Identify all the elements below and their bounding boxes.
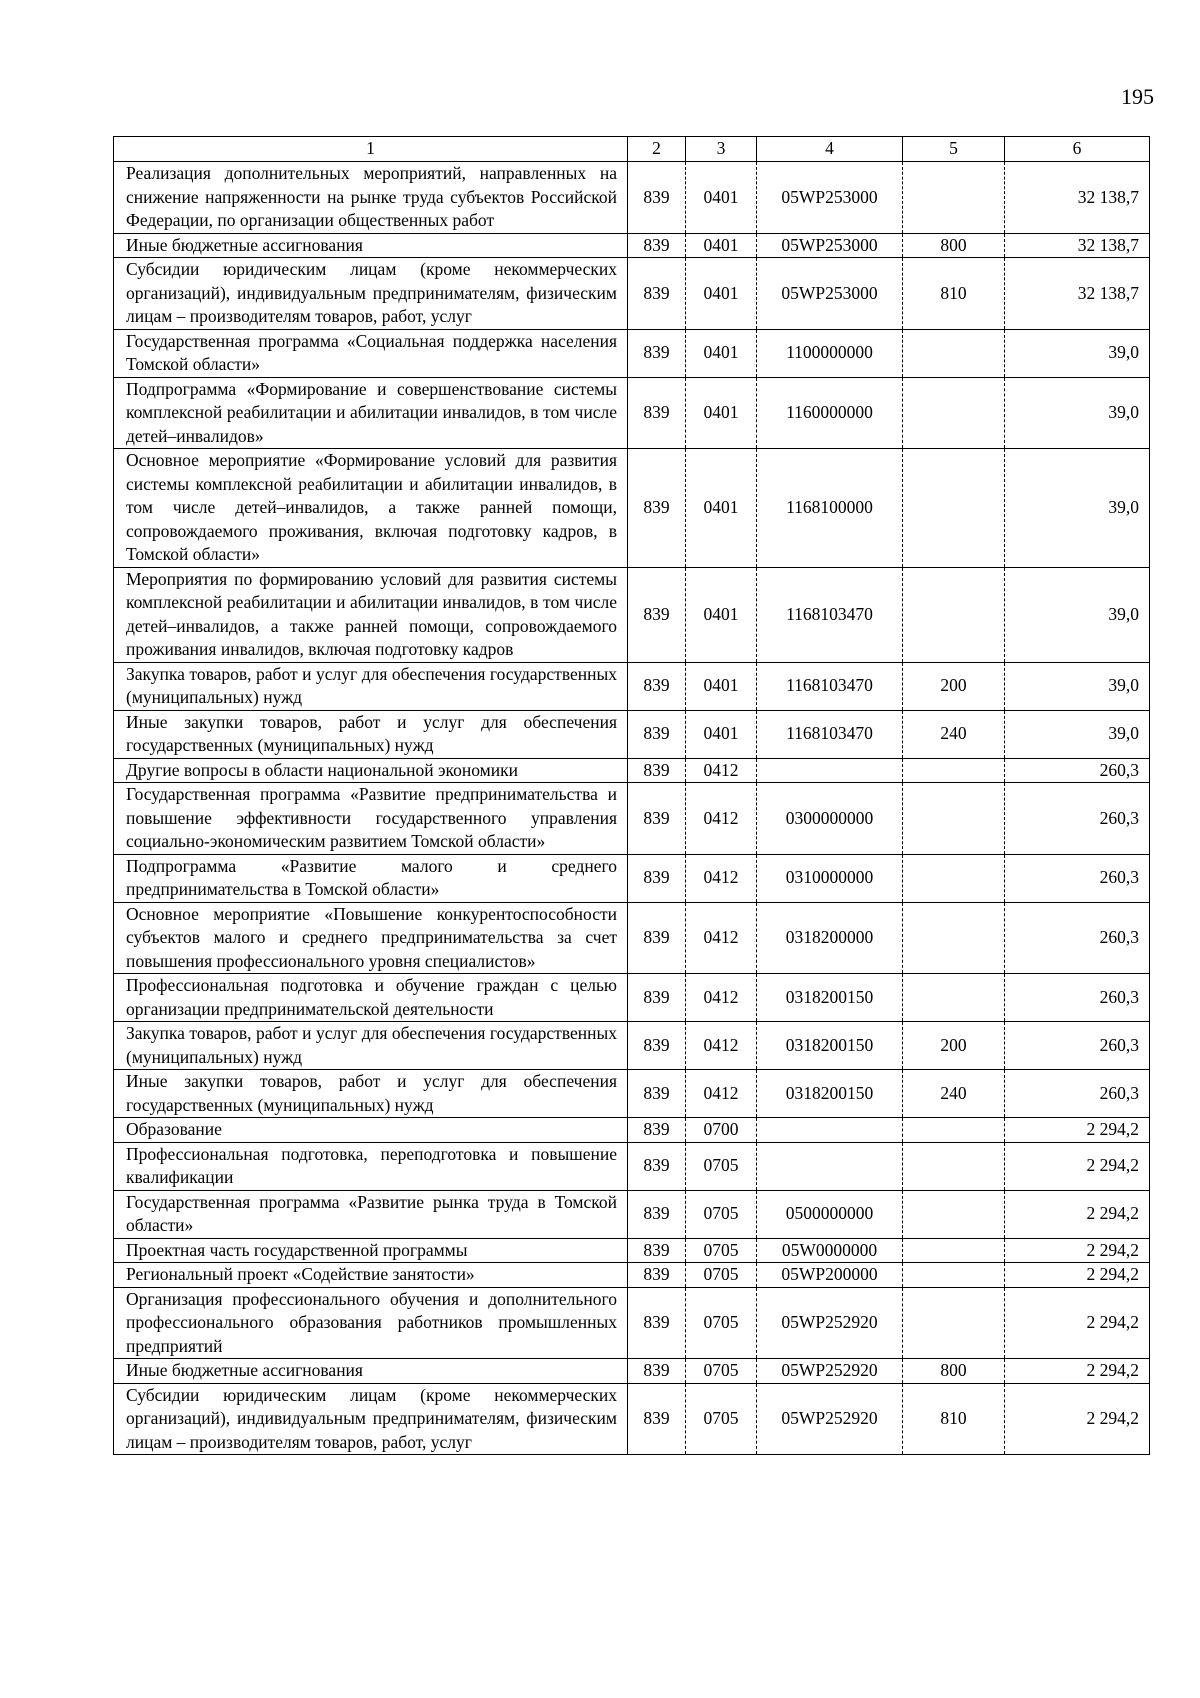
target-article-code: 05WP253000 — [757, 162, 903, 234]
row-description: Подпрограмма «Формирование и совершенствование системы комплексной реабилитации и абилитации инвалидов, в том числе детей–инвалидов» — [114, 377, 628, 449]
expense-type-code — [903, 1287, 1005, 1359]
table-row — [114, 758, 1150, 783]
target-article-code: 1160000000 — [757, 377, 903, 449]
target-article-code — [757, 758, 903, 783]
ministry-code: 839 — [628, 1263, 686, 1288]
section-code: 0401 — [686, 567, 757, 662]
ministry-code: 839 — [628, 377, 686, 449]
expense-type-code: 200 — [903, 662, 1005, 710]
table-row — [114, 1383, 1150, 1455]
expense-type-code — [903, 974, 1005, 1022]
section-code: 0412 — [686, 783, 757, 855]
row-description: Другие вопросы в области национальной экономики — [114, 758, 628, 783]
expense-type-code — [903, 1263, 1005, 1288]
target-article-code: 0500000000 — [757, 1190, 903, 1238]
amount: 39,0 — [1005, 567, 1150, 662]
row-description: Иные бюджетные ассигнования — [114, 233, 628, 258]
table-row — [114, 258, 1150, 330]
ministry-code: 839 — [628, 1022, 686, 1070]
amount: 260,3 — [1005, 1022, 1150, 1070]
amount: 2 294,2 — [1005, 1287, 1150, 1359]
expense-type-code — [903, 1142, 1005, 1190]
expense-type-code — [903, 902, 1005, 974]
ministry-code: 839 — [628, 902, 686, 974]
budget-table — [113, 136, 1150, 1455]
section-code: 0401 — [686, 233, 757, 258]
column-header: 5 — [903, 137, 1005, 162]
table-row — [114, 710, 1150, 758]
section-code: 0705 — [686, 1142, 757, 1190]
amount: 2 294,2 — [1005, 1190, 1150, 1238]
ministry-code: 839 — [628, 854, 686, 902]
target-article-code: 05WP252920 — [757, 1287, 903, 1359]
row-description: Иные закупки товаров, работ и услуг для обеспечения государственных (муниципальных) нужд — [114, 710, 628, 758]
section-code: 0401 — [686, 329, 757, 377]
amount: 2 294,2 — [1005, 1142, 1150, 1190]
section-code: 0412 — [686, 1070, 757, 1118]
table-row — [114, 662, 1150, 710]
ministry-code: 839 — [628, 710, 686, 758]
row-description: Проектная часть государственной программы — [114, 1238, 628, 1263]
table-row — [114, 783, 1150, 855]
expense-type-code — [903, 377, 1005, 449]
section-code: 0401 — [686, 449, 757, 568]
page-number: 195 — [1121, 84, 1154, 109]
table-row — [114, 377, 1150, 449]
amount: 2 294,2 — [1005, 1118, 1150, 1143]
column-header: 2 — [628, 137, 686, 162]
row-description: Закупка товаров, работ и услуг для обеспечения государственных (муниципальных) нужд — [114, 662, 628, 710]
expense-type-code: 800 — [903, 233, 1005, 258]
ministry-code: 839 — [628, 1190, 686, 1238]
row-description: Закупка товаров, работ и услуг для обеспечения государственных (муниципальных) нужд — [114, 1022, 628, 1070]
expense-type-code — [903, 1190, 1005, 1238]
section-code: 0705 — [686, 1359, 757, 1384]
ministry-code: 839 — [628, 1070, 686, 1118]
ministry-code: 839 — [628, 1118, 686, 1143]
section-code: 0401 — [686, 710, 757, 758]
table-row — [114, 449, 1150, 568]
table-row — [114, 1359, 1150, 1384]
section-code: 0412 — [686, 902, 757, 974]
ministry-code: 839 — [628, 662, 686, 710]
table-row — [114, 1118, 1150, 1143]
section-code: 0705 — [686, 1383, 757, 1455]
row-description: Реализация дополнительных мероприятий, направленных на снижение напряженности на рынке труда субъектов Российской Федерации, по организации общественных работ — [114, 162, 628, 234]
table-row — [114, 1142, 1150, 1190]
ministry-code: 839 — [628, 1238, 686, 1263]
ministry-code: 839 — [628, 449, 686, 568]
target-article-code: 0318200150 — [757, 1022, 903, 1070]
target-article-code: 0300000000 — [757, 783, 903, 855]
table-row — [114, 1238, 1150, 1263]
target-article-code: 1168100000 — [757, 449, 903, 568]
section-code: 0401 — [686, 258, 757, 330]
row-description: Государственная программа «Развитие предпринимательства и повышение эффективности государственного управления социально-экономическим развитием Томской области» — [114, 783, 628, 855]
row-description: Профессиональная подготовка и обучение граждан с целью организации предпринимательской деятельности — [114, 974, 628, 1022]
ministry-code: 839 — [628, 758, 686, 783]
table-row — [114, 854, 1150, 902]
amount: 39,0 — [1005, 449, 1150, 568]
expense-type-code — [903, 1238, 1005, 1263]
expense-type-code — [903, 783, 1005, 855]
table-header-row — [114, 137, 1150, 162]
target-article-code: 05WP253000 — [757, 233, 903, 258]
amount: 32 138,7 — [1005, 258, 1150, 330]
expense-type-code — [903, 854, 1005, 902]
table-row — [114, 1022, 1150, 1070]
target-article-code: 1100000000 — [757, 329, 903, 377]
table-row — [114, 329, 1150, 377]
ministry-code: 839 — [628, 162, 686, 234]
amount: 260,3 — [1005, 1070, 1150, 1118]
ministry-code: 839 — [628, 233, 686, 258]
table-body — [114, 137, 1150, 1455]
expense-type-code — [903, 1118, 1005, 1143]
row-description: Государственная программа «Социальная поддержка населения Томской области» — [114, 329, 628, 377]
row-description: Основное мероприятие «Формирование условий для развития системы комплексной реабилитации и абилитации инвалидов, в том числе детей–инвалидов, а также ранней помощи, сопровождаемого проживания, включая подготовку кадров, в Томской области» — [114, 449, 628, 568]
section-code: 0700 — [686, 1118, 757, 1143]
target-article-code: 05WP252920 — [757, 1383, 903, 1455]
row-description: Мероприятия по формированию условий для развития системы комплексной реабилитации и абилитации инвалидов, в том числе детей–инвалидов, а также ранней помощи, сопровождаемого проживания инвалидов, включая подготовку кадров — [114, 567, 628, 662]
ministry-code: 839 — [628, 1287, 686, 1359]
column-header: 3 — [686, 137, 757, 162]
table-row — [114, 1190, 1150, 1238]
table-row — [114, 567, 1150, 662]
amount: 2 294,2 — [1005, 1359, 1150, 1384]
amount: 2 294,2 — [1005, 1383, 1150, 1455]
expense-type-code — [903, 567, 1005, 662]
expense-type-code: 200 — [903, 1022, 1005, 1070]
section-code: 0401 — [686, 377, 757, 449]
row-description: Региональный проект «Содействие занятости» — [114, 1263, 628, 1288]
ministry-code: 839 — [628, 1142, 686, 1190]
section-code: 0401 — [686, 162, 757, 234]
target-article-code: 05WP253000 — [757, 258, 903, 330]
expense-type-code — [903, 449, 1005, 568]
expense-type-code — [903, 329, 1005, 377]
section-code: 0412 — [686, 1022, 757, 1070]
ministry-code: 839 — [628, 783, 686, 855]
row-description: Иные бюджетные ассигнования — [114, 1359, 628, 1384]
row-description: Организация профессионального обучения и дополнительного профессионального образования работников промышленных предприятий — [114, 1287, 628, 1359]
amount: 32 138,7 — [1005, 162, 1150, 234]
target-article-code: 0318200150 — [757, 974, 903, 1022]
section-code: 0705 — [686, 1263, 757, 1288]
ministry-code: 839 — [628, 329, 686, 377]
table-row — [114, 902, 1150, 974]
ministry-code: 839 — [628, 1359, 686, 1384]
column-header: 4 — [757, 137, 903, 162]
target-article-code: 0318200000 — [757, 902, 903, 974]
amount: 39,0 — [1005, 710, 1150, 758]
target-article-code: 05WP252920 — [757, 1359, 903, 1384]
section-code: 0412 — [686, 974, 757, 1022]
row-description: Образование — [114, 1118, 628, 1143]
ministry-code: 839 — [628, 258, 686, 330]
amount: 260,3 — [1005, 758, 1150, 783]
amount: 32 138,7 — [1005, 233, 1150, 258]
row-description: Профессиональная подготовка, переподготовка и повышение квалификации — [114, 1142, 628, 1190]
table-row — [114, 974, 1150, 1022]
target-article-code — [757, 1142, 903, 1190]
ministry-code: 839 — [628, 1383, 686, 1455]
target-article-code: 1168103470 — [757, 710, 903, 758]
amount: 39,0 — [1005, 329, 1150, 377]
amount: 2 294,2 — [1005, 1263, 1150, 1288]
expense-type-code: 240 — [903, 1070, 1005, 1118]
target-article-code: 05WP200000 — [757, 1263, 903, 1288]
expense-type-code: 810 — [903, 1383, 1005, 1455]
amount: 2 294,2 — [1005, 1238, 1150, 1263]
amount: 260,3 — [1005, 974, 1150, 1022]
target-article-code: 0310000000 — [757, 854, 903, 902]
table-row — [114, 233, 1150, 258]
amount: 39,0 — [1005, 377, 1150, 449]
amount: 39,0 — [1005, 662, 1150, 710]
section-code: 0705 — [686, 1287, 757, 1359]
ministry-code: 839 — [628, 567, 686, 662]
target-article-code: 1168103470 — [757, 567, 903, 662]
row-description: Субсидии юридическим лицам (кроме некоммерческих организаций), индивидуальным предпринимателям, физическим лицам – производителям товаров, работ, услуг — [114, 1383, 628, 1455]
table-row — [114, 1070, 1150, 1118]
section-code: 0401 — [686, 662, 757, 710]
section-code: 0412 — [686, 854, 757, 902]
ministry-code: 839 — [628, 974, 686, 1022]
column-header: 6 — [1005, 137, 1150, 162]
target-article-code: 05W0000000 — [757, 1238, 903, 1263]
row-description: Подпрограмма «Развитие малого и среднего предпринимательства в Томской области» — [114, 854, 628, 902]
target-article-code: 1168103470 — [757, 662, 903, 710]
expense-type-code — [903, 162, 1005, 234]
amount: 260,3 — [1005, 783, 1150, 855]
row-description: Основное мероприятие «Повышение конкурентоспособности субъектов малого и среднего предпринимательства за счет повышения профессионального уровня специалистов» — [114, 902, 628, 974]
section-code: 0705 — [686, 1238, 757, 1263]
row-description: Субсидии юридическим лицам (кроме некоммерческих организаций), индивидуальным предпринимателям, физическим лицам – производителям товаров, работ, услуг — [114, 258, 628, 330]
table-row — [114, 162, 1150, 234]
table-row — [114, 1287, 1150, 1359]
target-article-code — [757, 1118, 903, 1143]
column-header: 1 — [114, 137, 628, 162]
row-description: Государственная программа «Развитие рынка труда в Томской области» — [114, 1190, 628, 1238]
table-row — [114, 1263, 1150, 1288]
amount: 260,3 — [1005, 902, 1150, 974]
section-code: 0705 — [686, 1190, 757, 1238]
section-code: 0412 — [686, 758, 757, 783]
amount: 260,3 — [1005, 854, 1150, 902]
expense-type-code: 810 — [903, 258, 1005, 330]
row-description: Иные закупки товаров, работ и услуг для обеспечения государственных (муниципальных) нужд — [114, 1070, 628, 1118]
expense-type-code — [903, 758, 1005, 783]
expense-type-code: 800 — [903, 1359, 1005, 1384]
target-article-code: 0318200150 — [757, 1070, 903, 1118]
expense-type-code: 240 — [903, 710, 1005, 758]
